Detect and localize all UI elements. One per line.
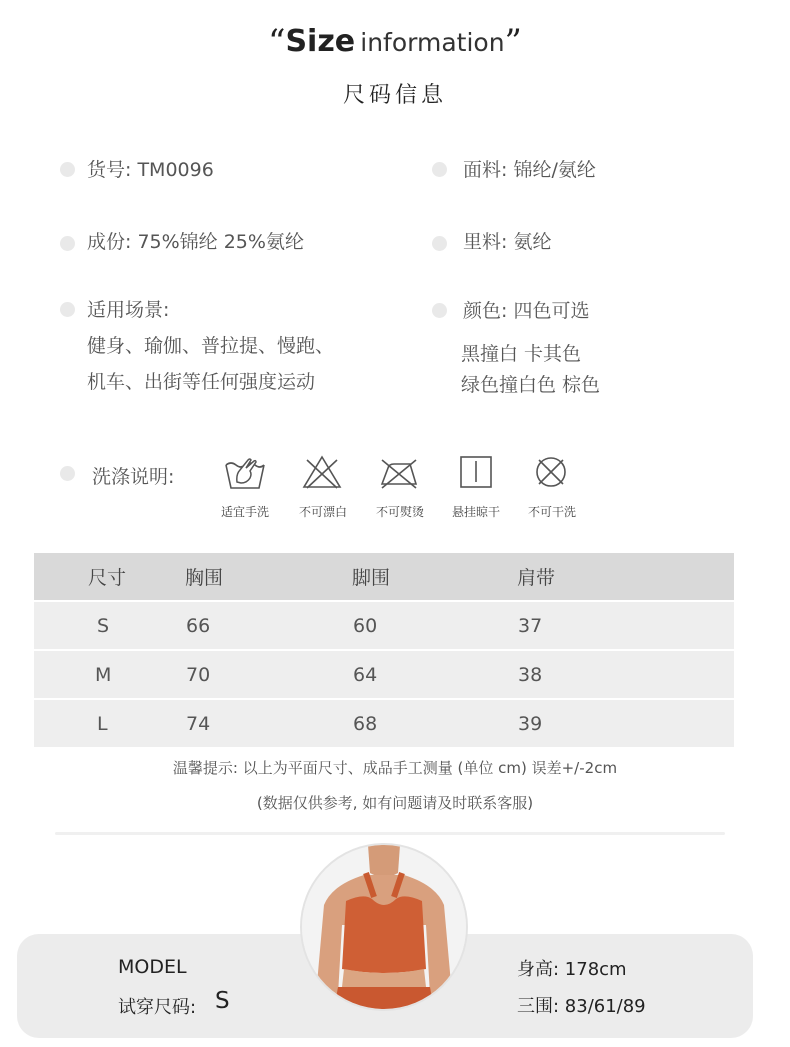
model-size-label: 试穿尺码: xyxy=(118,997,197,1018)
usage-line-2: 机车、出街等任何强度运动 xyxy=(87,371,316,393)
hem-cell: 60 xyxy=(351,601,516,650)
reference-note: (数据仅供参考, 如有问题请及时联系客服) xyxy=(256,794,534,812)
measurement-note: 温馨提示: 以上为平面尺寸、成品手工测量 (单位 cm) 误差+/-2cm xyxy=(172,759,618,777)
model-photo xyxy=(300,843,468,1011)
bullet-dot xyxy=(60,162,75,177)
hand-wash-caption: 适宜手洗 xyxy=(220,505,269,519)
bullet-dot xyxy=(432,162,447,177)
header-hem: 脚围 xyxy=(351,553,516,601)
chest-cell: 74 xyxy=(184,699,351,747)
page-subtitle: 尺码信息 xyxy=(342,83,447,108)
no-dry-clean-caption: 不可干洗 xyxy=(527,505,576,519)
bullet-dot xyxy=(60,466,75,481)
color-title: 颜色: 四色可选 xyxy=(463,300,590,322)
no-iron-caption: 不可熨烫 xyxy=(375,505,424,519)
bullet-dot xyxy=(60,302,75,317)
washing-label: 洗涤说明: xyxy=(92,466,175,488)
table-header-row xyxy=(34,553,734,601)
hem-cell: 68 xyxy=(351,699,516,747)
page-title: “Size information” xyxy=(268,22,522,62)
strap-cell: 39 xyxy=(516,699,734,747)
chest-cell: 70 xyxy=(184,650,351,699)
strap-cell: 37 xyxy=(516,601,734,650)
header-chest: 胸围 xyxy=(184,553,351,601)
hang-dry-icon xyxy=(453,452,499,492)
title-size: Size xyxy=(285,24,356,59)
no-bleach-icon xyxy=(299,452,345,492)
fabric-info: 面料: 锦纶/氨纶 xyxy=(463,159,596,181)
header-strap: 肩带 xyxy=(516,553,734,601)
usage-line-1: 健身、瑜伽、普拉提、慢跑、 xyxy=(87,335,335,357)
strap-cell: 38 xyxy=(516,650,734,699)
bullet-dot xyxy=(60,236,75,251)
bullet-dot xyxy=(432,236,447,251)
title-information: information xyxy=(360,28,505,57)
hand-wash-icon xyxy=(222,452,268,492)
color-line-1: 黑撞白 卡其色 xyxy=(461,343,582,365)
table-row xyxy=(34,601,734,650)
item-number: 货号: TM0096 xyxy=(87,159,214,181)
usage-title: 适用场景: xyxy=(87,299,170,321)
model-label: MODEL xyxy=(118,956,187,978)
model-size-value: S xyxy=(215,988,230,1014)
size-table xyxy=(34,553,734,747)
table-row xyxy=(34,699,734,747)
size-cell: S xyxy=(34,601,184,650)
no-dry-clean-icon xyxy=(528,452,574,492)
table-row xyxy=(34,650,734,699)
hem-cell: 64 xyxy=(351,650,516,699)
header-size: 尺寸 xyxy=(34,553,184,601)
no-iron-icon xyxy=(376,452,422,492)
chest-cell: 66 xyxy=(184,601,351,650)
color-line-2: 绿色撞白色 棕色 xyxy=(461,374,601,396)
size-cell: M xyxy=(34,650,184,699)
composition-info: 成份: 75%锦纶 25%氨纶 xyxy=(87,231,304,253)
lining-info: 里料: 氨纶 xyxy=(463,231,552,253)
hang-dry-caption: 悬挂晾干 xyxy=(451,505,500,519)
size-cell: L xyxy=(34,699,184,747)
no-bleach-caption: 不可漂白 xyxy=(298,505,347,519)
divider xyxy=(55,832,725,835)
model-height: 身高: 178cm xyxy=(517,959,627,980)
model-measurements: 三围: 83/61/89 xyxy=(517,996,646,1017)
bullet-dot xyxy=(432,303,447,318)
